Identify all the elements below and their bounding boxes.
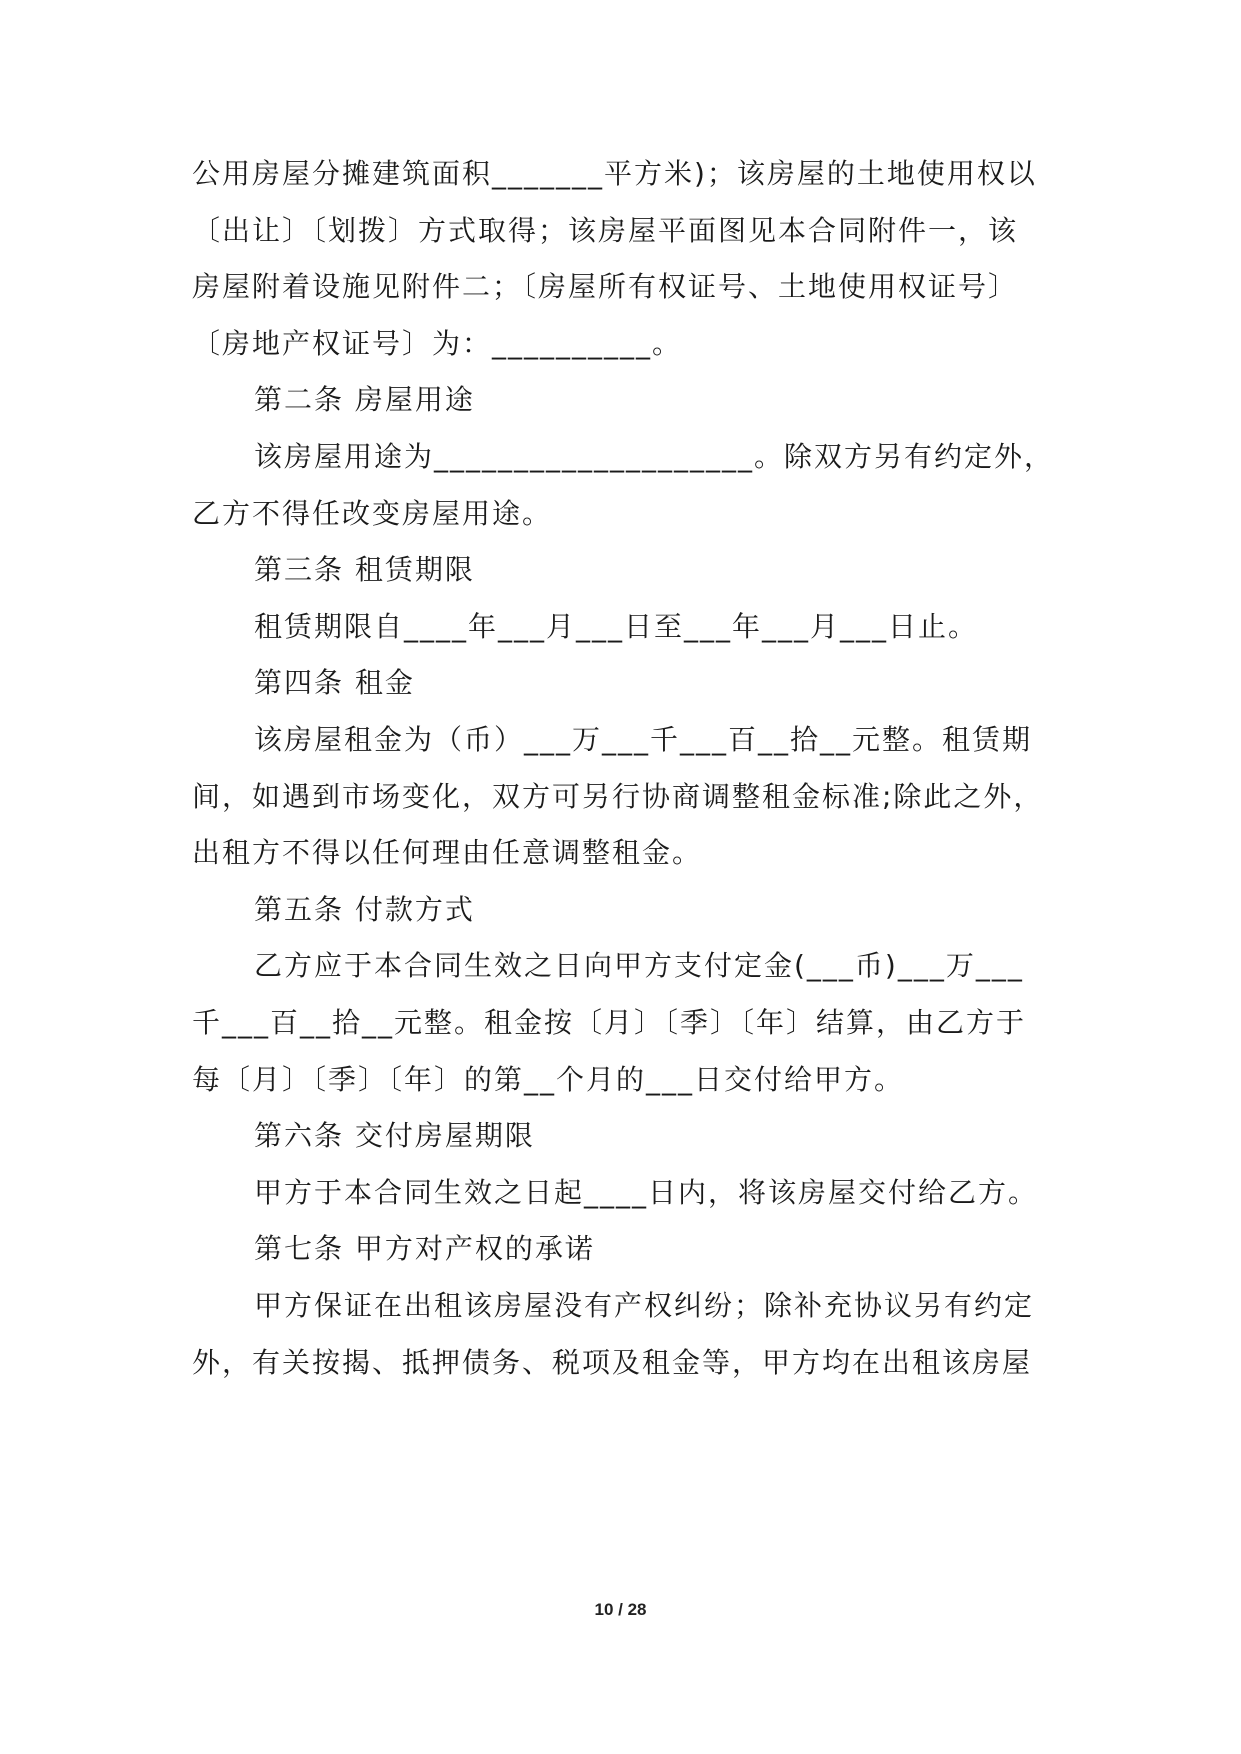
paragraph-line: 公用房屋分摊建筑面积_______平方米)；该房屋的土地使用权以 — [192, 157, 1037, 190]
paragraph-line: 每〔月〕〔季〕〔年〕的第__个月的___日交付给甲方。 — [192, 1063, 905, 1096]
paragraph-line: 〔房地产权证号〕为：__________。 — [192, 327, 683, 360]
paragraph-line: 该房屋租金为（币）___万___千___百__拾__元整。租赁期 — [254, 723, 1033, 756]
paragraph-line: 房屋附着设施见附件二；〔房屋所有权证号、土地使用权证号〕 — [192, 270, 1019, 303]
article-heading-2: 第二条 房屋用途 — [254, 383, 475, 416]
paragraph-line: 乙方应于本合同生效之日向甲方支付定金(___币)___万___ — [254, 949, 1024, 982]
paragraph-line: 乙方不得任改变房屋用途。 — [192, 497, 553, 530]
article-heading-7: 第七条 甲方对产权的承诺 — [254, 1232, 595, 1265]
paragraph-line: 甲方于本合同生效之日起____日内，将该房屋交付给乙方。 — [254, 1176, 1039, 1209]
paragraph-line: 出租方不得以任何理由任意调整租金。 — [192, 836, 703, 869]
paragraph-line: 甲方保证在出租该房屋没有产权纠纷；除补充协议另有约定 — [254, 1289, 1035, 1322]
paragraph-line: 千___百__拾__元整。租金按〔月〕〔季〕〔年〕结算，由乙方于 — [192, 1006, 1027, 1039]
paragraph-line: 〔出让〕〔划拨〕方式取得；该房屋平面图见本合同附件一，该 — [192, 214, 1019, 247]
paragraph-line: 外，有关按揭、抵押债务、税项及租金等，甲方均在出租该房屋 — [192, 1346, 1033, 1379]
article-heading-3: 第三条 租赁期限 — [254, 553, 475, 586]
page-number: 10 / 28 — [594, 1600, 647, 1619]
article-heading-5: 第五条 付款方式 — [254, 893, 475, 926]
article-heading-6: 第六条 交付房屋期限 — [254, 1119, 535, 1152]
paragraph-line: 间，如遇到市场变化，双方可另行协商调整租金标准;除此之外， — [192, 780, 1044, 813]
article-heading-4: 第四条 租金 — [254, 666, 415, 699]
paragraph-line: 租赁期限自____年___月___日至___年___月___日止。 — [254, 610, 979, 643]
paragraph-line: 该房屋用途为____________________。除双方另有约定外， — [254, 440, 1055, 473]
